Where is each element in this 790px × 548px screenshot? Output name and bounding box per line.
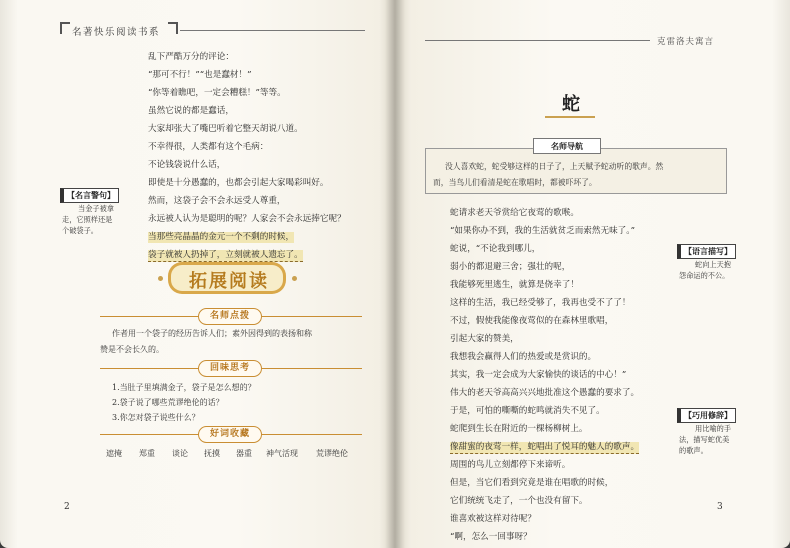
side-note-line: 走，它照样还是 [62, 215, 113, 224]
ornament-dot [292, 276, 297, 281]
body-line: 蛇说，“不论我到哪儿， [450, 244, 541, 254]
word-item: 郑重 [139, 449, 155, 458]
body-line: 于是，可怕的嘶嘶的蛇鸣就消失不见了。 [450, 406, 605, 416]
guide-label: 名师导航 [533, 138, 601, 154]
header-corner-right [168, 22, 178, 34]
body-line: 蛇爬到生长在附近的一棵杨柳树上。 [450, 424, 588, 434]
body-line: 周围的鸟儿立刻都停下来谛听。 [450, 460, 571, 470]
word-item: 神气活现 [266, 449, 298, 458]
body-line: 大家却张大了嘴巴听着它整天胡说八道。 [148, 124, 303, 134]
body-line: 不过，假使我能像夜莺似的在森林里歌唱， [450, 316, 614, 326]
side-note-line: 个破袋子。 [62, 226, 98, 235]
side-note-line: 怨命运的不公。 [679, 271, 730, 280]
word-item: 谈论 [172, 449, 188, 458]
section-rule [100, 368, 200, 369]
side-note-label: 【名言警句】 [60, 188, 119, 203]
guide-text: 没人喜欢蛇，蛇受够这样的日子了，上天赋予蛇动听的歌声。然 [445, 162, 664, 171]
body-line: 永远被人认为是聪明的呢？人家会不会永远捧它呢？ [148, 214, 346, 224]
running-title: 克雷洛夫寓言 [657, 37, 715, 47]
banner-title: 拓展阅读 [189, 271, 269, 292]
word-item: 抚摸 [204, 449, 220, 458]
body-line: 然而，这袋子会不会永远受人尊重， [148, 196, 286, 206]
body-line-highlighted: 袋子就被人扔掉了，立刻就被人遗忘了。 [148, 250, 303, 260]
section-text: 作者用一个袋子的经历告诉人们；素外因得到的表扬和称 [112, 329, 312, 338]
body-line: 即使是十分愚蠢的，也都会引起大家喝彩叫好。 [148, 178, 329, 188]
side-note-line: 用比喻的手 [695, 424, 731, 433]
section-rule [262, 434, 362, 435]
word-item: 器重 [236, 449, 252, 458]
body-line: 其实，我一定会成为大家愉快的谈话的中心！” [450, 370, 627, 380]
side-note-label: 【巧用修辞】 [677, 408, 736, 423]
body-line: “啊，怎么一回事呀？ [450, 532, 532, 542]
page-number-left: 2 [64, 502, 70, 512]
side-note-line: 当金子被拿 [78, 204, 114, 213]
body-line: 谁喜欢被这样对待呢？ [450, 514, 536, 524]
body-line: 伟大的老天爷高高兴兴地批准这个愚蠢的要求了。 [450, 388, 640, 398]
body-line: “如果你办不到，我的生活就贫乏而索然无味了。” [450, 226, 635, 236]
body-line: 我能够死里逃生，就算是侥幸了！ [450, 280, 579, 290]
body-line: 弱小的都退避三舍；强壮的呢， [450, 262, 571, 272]
side-note-line: 蛇向上天抱 [695, 260, 731, 269]
body-line: “你等着瞧吧，一定会糟糕！”等等。 [148, 88, 286, 98]
body-line: “那可不行！”“也是蠢材！” [148, 70, 252, 80]
header-rule [425, 40, 650, 41]
section-rule [100, 434, 200, 435]
section-rule [262, 316, 362, 317]
body-line: 蛇请求老天爷赏给它夜莺的歌喉。 [450, 208, 579, 218]
question-item: 3.你怎对袋子说些什么？ [112, 413, 200, 422]
section-title-word-collection: 好词收藏 [198, 426, 262, 443]
extended-reading-banner [168, 262, 286, 294]
body-line: 虽然它说的都是蠢话， [148, 106, 234, 116]
title-ornament [545, 116, 595, 118]
side-note-label: 【语言描写】 [677, 244, 736, 259]
right-page [395, 0, 790, 548]
series-title: 名著快乐阅读书系 [72, 27, 161, 38]
section-text: 赞是不会长久的。 [100, 345, 164, 354]
word-item: 荒谬绝伦 [316, 449, 348, 458]
side-note-line: 的歌声。 [679, 446, 708, 455]
question-item: 1.当肚子里填满金子，袋子是怎么想的？ [112, 383, 256, 392]
section-title-reflection: 回味思考 [198, 360, 262, 377]
word-item: 遮掩 [106, 449, 122, 458]
body-line: 这样的生活，我已经受够了，我再也受不了了！ [450, 298, 631, 308]
body-line: 但是，当它们看到究竟是谁在唱歌的时候， [450, 478, 614, 488]
header-rule [180, 30, 365, 31]
page-number-right: 3 [717, 502, 723, 512]
body-line-highlighted: 当那些亮晶晶的金元一个不剩的时候， [148, 232, 295, 242]
question-item: 2.袋子说了哪些荒谬绝伦的话？ [112, 398, 224, 407]
body-line: 引起大家的赞美， [450, 334, 519, 344]
section-rule [100, 316, 200, 317]
body-line: 我想我会赢得人们的热爱或是赏识的。 [450, 352, 597, 362]
chapter-title: 蛇 [562, 94, 580, 115]
body-line: 不论钱袋说什么话， [148, 160, 226, 170]
header-corner-left [60, 22, 70, 34]
body-line-highlighted: 像甜蜜的夜莺一样，蛇唱出了悦耳的魅人的歌声。 [450, 442, 640, 452]
body-line: 不幸得很，人类都有这个毛病： [148, 142, 269, 152]
body-line: 它们统统飞走了，一个也没有留下。 [450, 496, 588, 506]
body-line: 乱下严酷万分的评论： [148, 52, 234, 62]
ornament-dot [158, 276, 163, 281]
section-rule [262, 368, 362, 369]
guide-text: 而，当鸟儿们看清是蛇在歌唱时，都被吓坏了。 [433, 178, 597, 187]
side-note-line: 法，描写蛇优美 [679, 435, 730, 444]
section-title-teacher-tips: 名师点拨 [198, 308, 262, 325]
